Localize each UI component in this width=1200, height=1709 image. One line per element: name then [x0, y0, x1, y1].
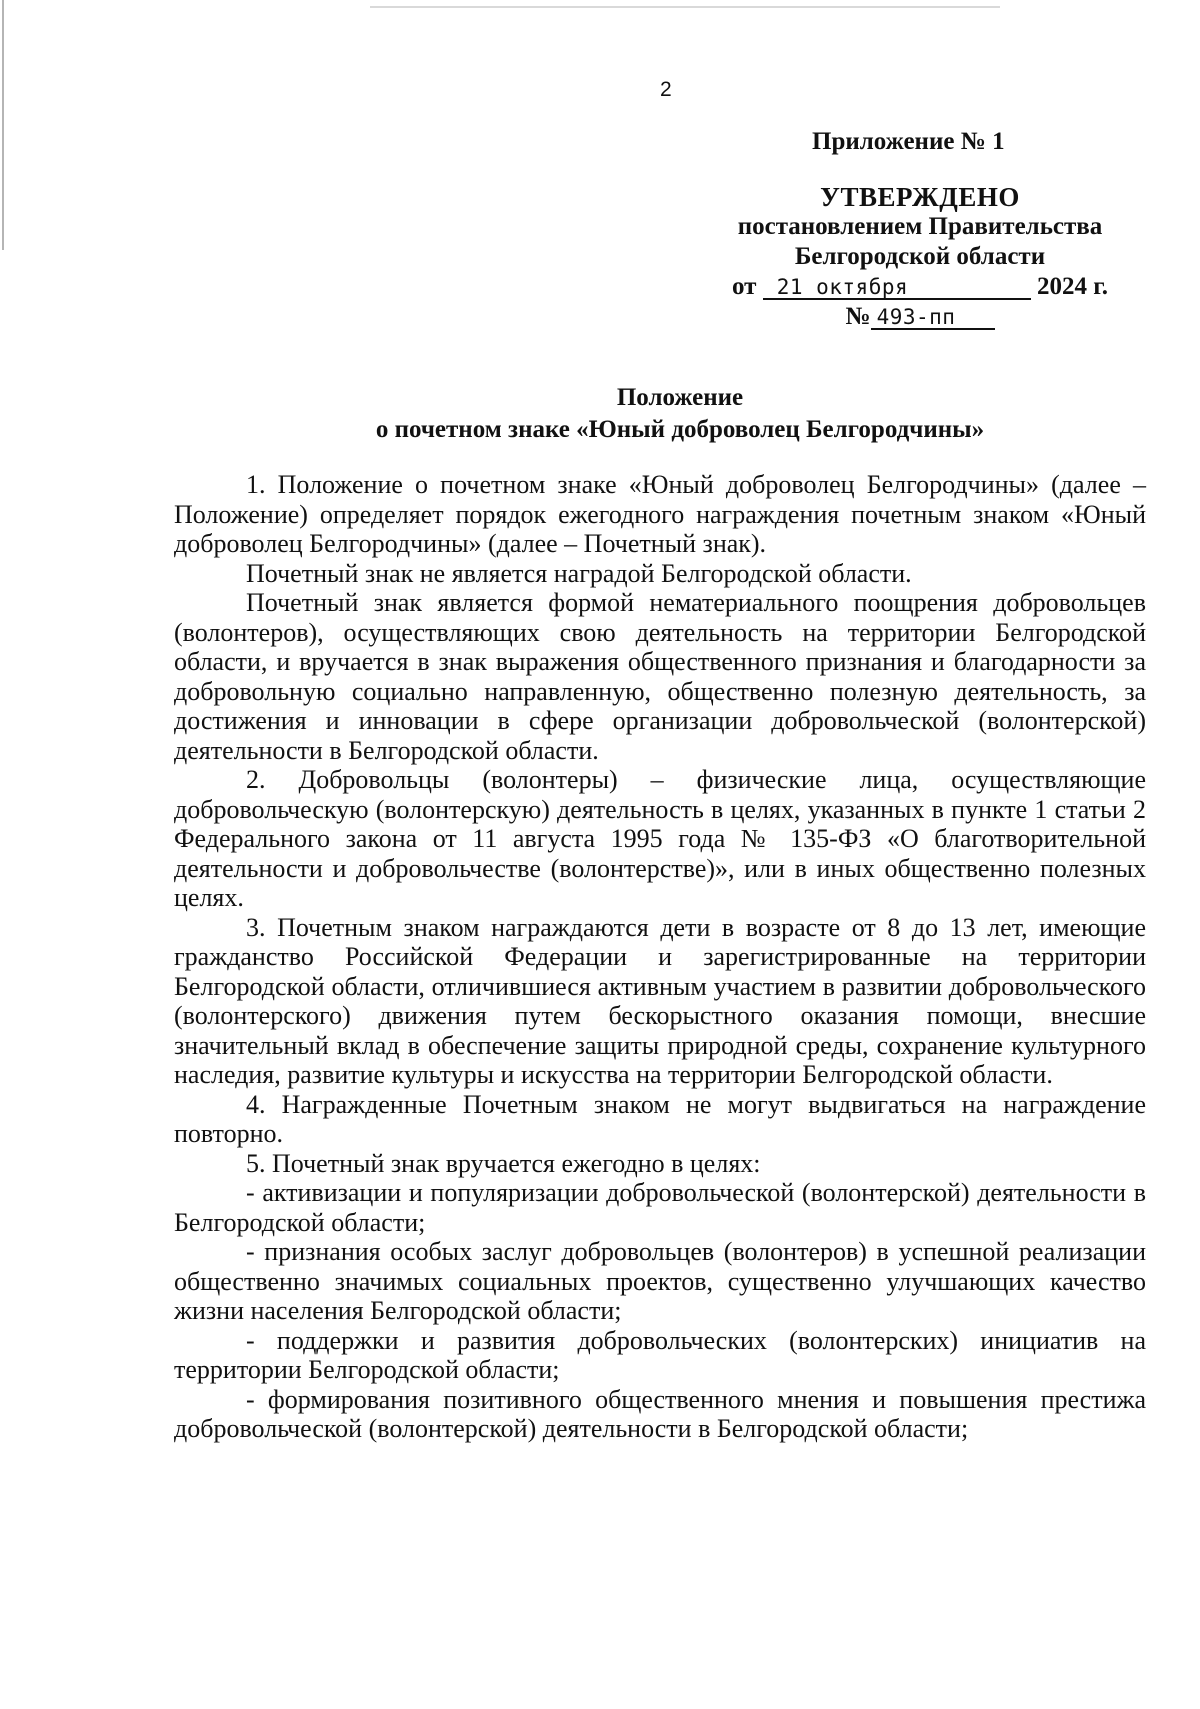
paragraph-6: 4. Награжденные Почетным знаком не могут выдвигаться на награждение повторно. [174, 1089, 1146, 1148]
approval-heading: УТВЕРЖДЕНО [820, 182, 1020, 212]
bullet-item-1: - активизации и популяризации добровольческой (волонтерской) деятельности в Белгородской области; [174, 1178, 1146, 1237]
bullet-item-4: - формирования позитивного общественного мнения и повышения престижа добровольческой (волонтерской) деятельности в Белгородской области; [174, 1384, 1146, 1443]
title-line-2: о почетном знаке «Юный доброволец Белгородчины» [375, 416, 985, 443]
number-fill-value: 493-пп [871, 306, 995, 330]
approval-block [700, 182, 1140, 332]
date-fill-value: 21 октября [763, 276, 1031, 300]
paragraph-1: 1. Положение о почетном знаке «Юный доброволец Белгородчины» (далее – Положение) определяет порядок ежегодного награждения почетным знаком «Юный доброволец Белгородчины» (далее – Почетный знак). [174, 470, 1146, 558]
scan-top-rule [370, 6, 1000, 8]
scan-left-edge [2, 0, 4, 250]
paragraph-7: 5. Почетный знак вручается ежегодно в целях: [246, 1148, 761, 1178]
date-year: 2024 г. [1036, 273, 1108, 300]
date-prefix: от [732, 273, 757, 300]
bullet-item-3: - поддержки и развития добровольческих (волонтерских) инициатив на территории Белгородской области; [174, 1325, 1146, 1384]
page-number: 2 [660, 78, 672, 101]
paragraph-2: Почетный знак не является наградой Белгородской области. [246, 558, 912, 588]
paragraph-5: 3. Почетным знаком награждаются дети в возрасте от 8 до 13 лет, имеющие гражданство Российской Федерации и зарегистрированные на территории Белгородской области, отличившиеся активным участием в развитии добровольческого (волонтерского) движения путем бескорыстного оказания помощи, внесшие значительный вклад в обеспечение защиты природной среды, сохранение культурного наследия, развитие культуры и искусства на территории Белгородской области. [174, 912, 1146, 1089]
number-prefix: № [845, 303, 871, 330]
document-body [174, 470, 1146, 1444]
bullet-item-2: - признания особых заслуг добровольцев (волонтеров) в успешной реализации общественно значимых социальных проектов, существенно улучшающих качество жизни населения Белгородской области; [174, 1237, 1146, 1325]
approval-date-line [700, 272, 1140, 302]
approval-number-line [700, 302, 1140, 332]
approval-line-2: Белгородской области [794, 243, 1046, 270]
approval-line-1: постановлением Правительства [737, 213, 1103, 240]
document-title [150, 382, 1200, 446]
paragraph-4: 2. Добровольцы (волонтеры) – физические лица, осуществляющие добровольческую (волонтерскую) деятельность в целях, указанных в пункте 1 статьи 2 Федерального закона от 11 августа 1995 года № 135-ФЗ «О благотворительной деятельности и добровольчестве (волонтерстве)», или в иных общественно полезных целях. [174, 765, 1146, 912]
appendix-label: Приложение № 1 [812, 128, 1005, 155]
paragraph-3: Почетный знак является формой нематериального поощрения добровольцев (волонтеров), осуществляющих свою деятельность на территории Белгородской области, и вручается в знак выражения общественного признания и благодарности за добровольную социально направленную, общественно полезную деятельность, за достижения и инновации в сфере организации добровольческой (волонтерской) деятельности в Белгородской области. [174, 588, 1146, 765]
title-line-1: Положение [616, 384, 744, 411]
